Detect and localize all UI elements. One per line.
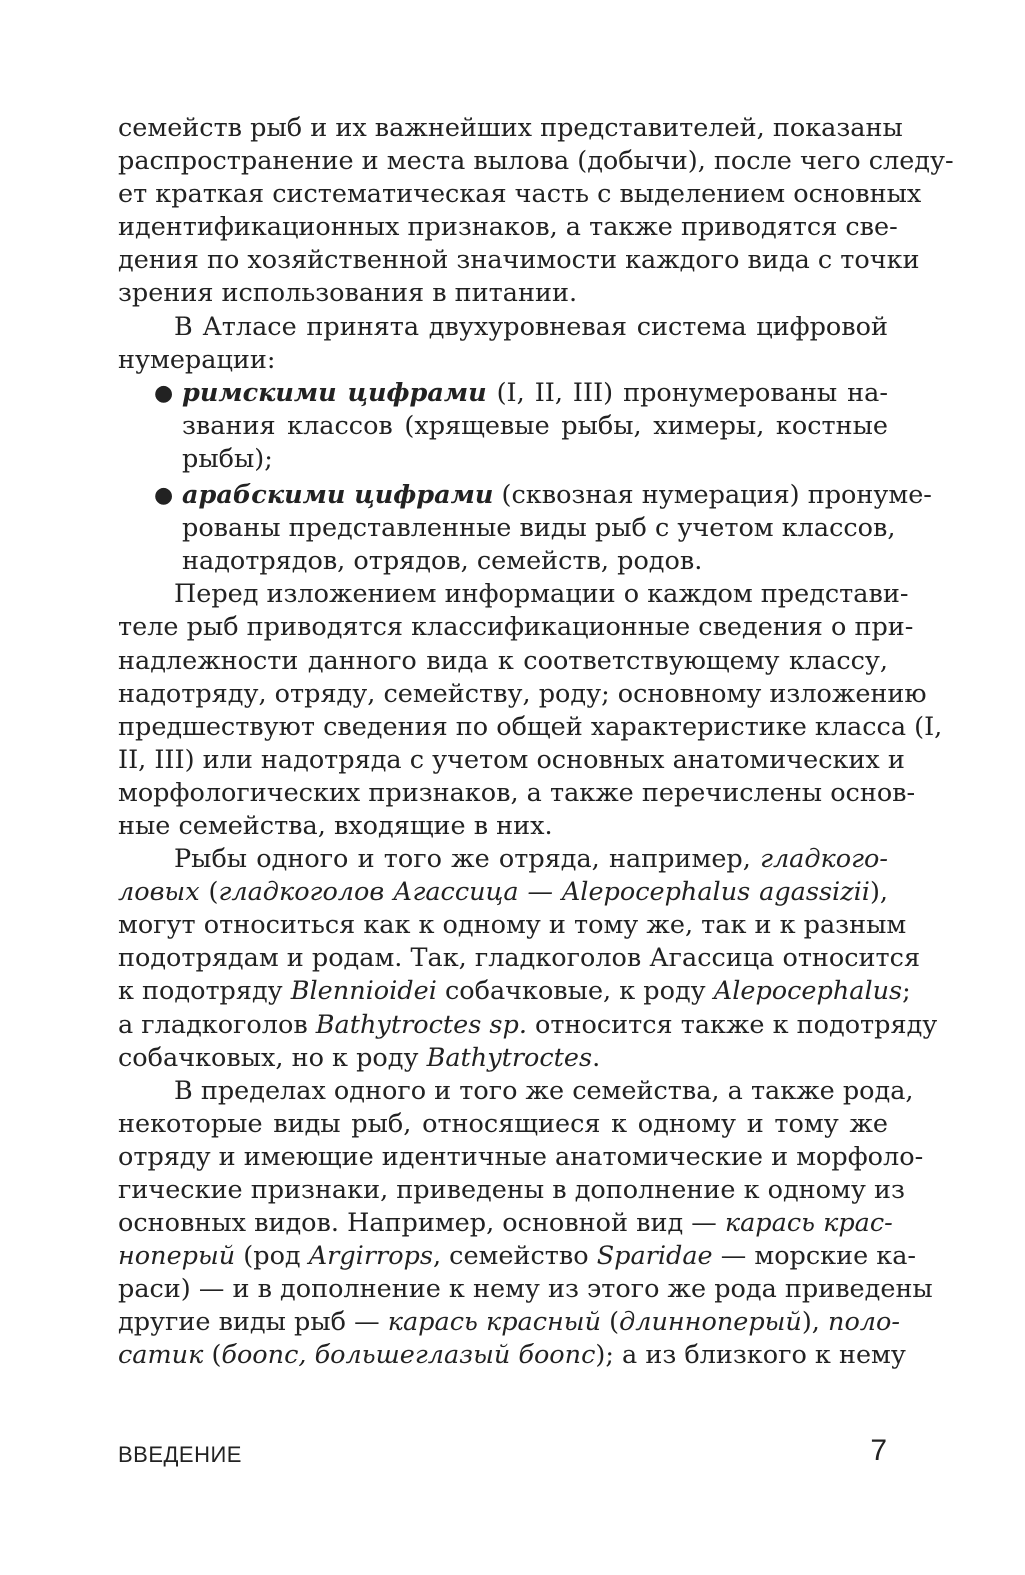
- text-line: [118, 975, 911, 1008]
- term-arabic: арабскими цифрами: [182, 480, 494, 511]
- text-line: зрения использования в питании.: [118, 278, 578, 309]
- bullet-list: [118, 377, 932, 579]
- text-fragment: .: [592, 1042, 601, 1073]
- text-line: [118, 1207, 893, 1240]
- italic-term: ноперый: [118, 1241, 236, 1272]
- text-line: распространение и места вылова (добычи), после чего следу-: [118, 146, 954, 177]
- text-fragment: — морские ка-: [720, 1241, 917, 1272]
- italic-term: Alepocephalus: [713, 976, 903, 1007]
- italic-term: ловых: [118, 877, 200, 908]
- text-line: подотрядам и родам. Так, гладкоголов Агассица относится: [118, 943, 921, 974]
- italic-term: Bathytroctes: [426, 1042, 593, 1073]
- italic-term: Bathytroctes sp.: [315, 1009, 527, 1040]
- italic-term: сатик: [118, 1340, 204, 1371]
- text-line: отряду и имеющие идентичные анатомические и морфоло-: [118, 1141, 924, 1172]
- text-fragment: (: [609, 1307, 620, 1338]
- text-line: звания классов (хрящевые рыбы, химеры, костные: [182, 410, 888, 441]
- italic-term: Blennioidei: [290, 976, 437, 1007]
- text-line: надотрядов, отрядов, семейств, родов.: [182, 546, 703, 577]
- text-fragment: (: [211, 1340, 222, 1371]
- text-fragment: , семейство: [432, 1241, 589, 1272]
- text-line: ные семейства, входящие в них.: [118, 810, 553, 841]
- text-line: раси) — и в дополнение к нему из этого же рода приведены: [118, 1274, 933, 1305]
- text-line: [118, 1339, 906, 1372]
- text-line: могут относиться как к одному и тому же, так и к разным: [118, 910, 907, 941]
- text-line: гические признаки, приведены в дополнение к одному из: [118, 1175, 905, 1205]
- text-fragment: ); а из близкого к нему: [595, 1340, 906, 1371]
- text-fragment: а гладкоголов: [118, 1009, 308, 1040]
- italic-term: карась крас-: [724, 1208, 893, 1239]
- text-fragment: (I, II, III) пронумерованы на-: [496, 377, 888, 408]
- text-fragment: относится также к подотряду: [535, 1009, 938, 1040]
- text-fragment: (сквозная нумерация) пронуме-: [501, 480, 932, 511]
- text-line: предшествуют сведения по общей характеристике класса (I,: [118, 711, 943, 742]
- page-number: 7: [870, 1434, 887, 1467]
- text-fragment: ),: [801, 1307, 820, 1338]
- italic-term: боопс, большеглазый боопс: [221, 1340, 596, 1371]
- text-fragment: (род: [243, 1241, 301, 1272]
- text-line: семейств рыб и их важнейших представителей, показаны: [118, 113, 903, 143]
- text-line: идентификационных признаков, а также приводятся све-: [118, 212, 898, 243]
- text-fragment: другие виды рыб —: [118, 1307, 380, 1338]
- text-line: В пределах одного и того же семейства, а также рода,: [174, 1075, 914, 1106]
- text-fragment: ),: [869, 877, 889, 908]
- paragraph-2: [118, 311, 888, 377]
- paragraph-3: [118, 578, 943, 843]
- italic-term: Argirrops: [308, 1241, 433, 1272]
- paragraph-4: [118, 843, 938, 1075]
- text-fragment: к подотряду: [118, 976, 283, 1007]
- text-line: II, III) или надотряда с учетом основных анатомических и: [118, 744, 905, 775]
- text-line: [118, 377, 888, 410]
- bullet-icon: ●: [154, 483, 174, 509]
- text-line: [118, 876, 888, 909]
- text-line: рованы представленные виды рыб с учетом классов,: [182, 513, 896, 544]
- running-footer-section: ВВЕДЕНИЕ: [118, 1442, 242, 1467]
- text-line: В Атласе принята двухуровневая система цифровой: [174, 311, 888, 342]
- text-line: [118, 843, 888, 876]
- text-line: морфологических признаков, а также перечислены основ-: [118, 777, 916, 808]
- page-body: [118, 112, 954, 1373]
- italic-term: поло-: [828, 1307, 901, 1338]
- text-line: некоторые виды рыб, относящиеся к одному и тому же: [118, 1108, 888, 1139]
- text-fragment: основных видов. Например, основной вид —: [118, 1208, 717, 1239]
- text-line: надотряду, отряду, семейству, роду; основному изложению: [118, 678, 927, 709]
- list-item: [118, 377, 888, 476]
- paragraph-5: [118, 1075, 933, 1373]
- italic-term: гладкого-: [760, 844, 888, 875]
- text-fragment: Рыбы одного и того же отряда, например,: [174, 844, 751, 875]
- italic-term: карась красный: [387, 1307, 601, 1338]
- italic-term: гладкоголов Агассица — Alepocephalus agassizii: [218, 877, 870, 908]
- text-line: [118, 479, 932, 512]
- text-line: [118, 1240, 917, 1273]
- text-fragment: ;: [902, 976, 911, 1007]
- text-fragment: (: [208, 877, 219, 908]
- text-line: [118, 1009, 938, 1042]
- text-line: нумерации:: [118, 344, 276, 375]
- text-fragment: собачковые, к роду: [444, 976, 706, 1007]
- text-line: [118, 1306, 901, 1339]
- text-line: Перед изложением информации о каждом представи-: [174, 579, 909, 610]
- text-line: [118, 1042, 888, 1075]
- text-line: дения по хозяйственной значимости каждого вида с точки: [118, 245, 920, 276]
- text-line: надлежности данного вида к соответствующему классу,: [118, 645, 888, 676]
- text-line: ет краткая систематическая часть с выделением основных: [118, 179, 922, 210]
- text-line: теле рыб приводятся классификационные сведения о при-: [118, 612, 914, 643]
- list-item: [118, 479, 932, 578]
- text-fragment: собачковых, но к роду: [118, 1042, 419, 1073]
- term-roman: римскими цифрами: [182, 377, 487, 408]
- paragraph-1: [118, 112, 954, 311]
- italic-term: Sparidae: [596, 1241, 713, 1272]
- bullet-icon: ●: [154, 380, 174, 406]
- italic-term: длинноперый: [619, 1307, 802, 1338]
- text-line: рыбы);: [182, 443, 273, 474]
